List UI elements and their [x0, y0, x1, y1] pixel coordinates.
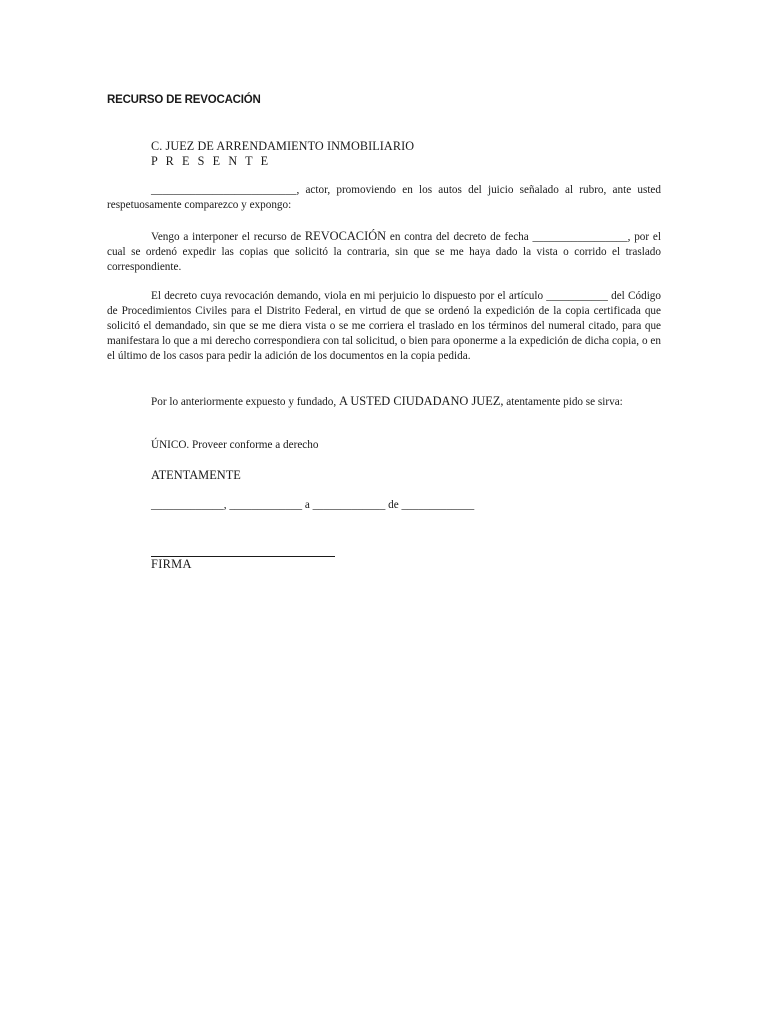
- paragraph-petition: [107, 394, 661, 410]
- date-place-line: _____________, _____________ a _____________ de _____________: [151, 499, 475, 511]
- paragraph-actor-text: __________________________, actor, promoviendo en los autos del juicio señalado al rubro, ante usted respetuosamente comparezco y expongo:: [107, 184, 661, 211]
- paragraph-recurso-text-c: en contra del decreto de fecha _________________, por el cual se ordenó expedir las copias que solicitó la contraria, sin que se me haya dado la vista o corrido el traslado correspondiente.: [107, 231, 661, 273]
- paragraph-recurso-text-a: Vengo a interponer el recurso de: [151, 231, 305, 243]
- addressee-block: [151, 139, 414, 169]
- paragraph-actor: [107, 183, 661, 213]
- signature-label: FIRMA: [151, 557, 192, 571]
- paragraph-recurso-emphasis: REVOCACIÓN: [304, 229, 387, 243]
- paragraph-petition-text-c: atentamente pido se sirva:: [503, 396, 623, 408]
- paragraph-decreto: [107, 289, 661, 364]
- atentamente-label: ATENTAMENTE: [151, 468, 241, 482]
- paragraph-petition-text-a: Por lo anteriormente expuesto y fundado,: [151, 396, 339, 408]
- unico-line: ÚNICO. Proveer conforme a derecho: [151, 439, 319, 451]
- document-title: RECURSO DE REVOCACIÓN: [107, 94, 261, 106]
- paragraph-recurso: [107, 229, 661, 275]
- paragraph-decreto-text: El decreto cuya revocación demando, viola en mi perjuicio lo dispuesto por el artículo ___________ del Código de Procedimientos Civiles para el Distrito Federal, en virtud de que se ordenó la expedición de la copia certificada que solicitó el demandado, sin que se me diera vista o se me corriera el traslado en los términos del numeral citado, para que manifestara lo que a mi derecho correspondiera con tal solicitud, o bien para oponerme a la expedición de dicha copia, o en el último de los casos para pedir la adición de los documentos en la copia pedida.: [107, 290, 661, 362]
- addressee-presente: P R E S E N T E: [151, 154, 271, 168]
- addressee-judge: C. JUEZ DE ARRENDAMIENTO INMOBILIARIO: [151, 139, 415, 153]
- paragraph-petition-emphasis: A USTED CIUDADANO JUEZ,: [338, 394, 504, 408]
